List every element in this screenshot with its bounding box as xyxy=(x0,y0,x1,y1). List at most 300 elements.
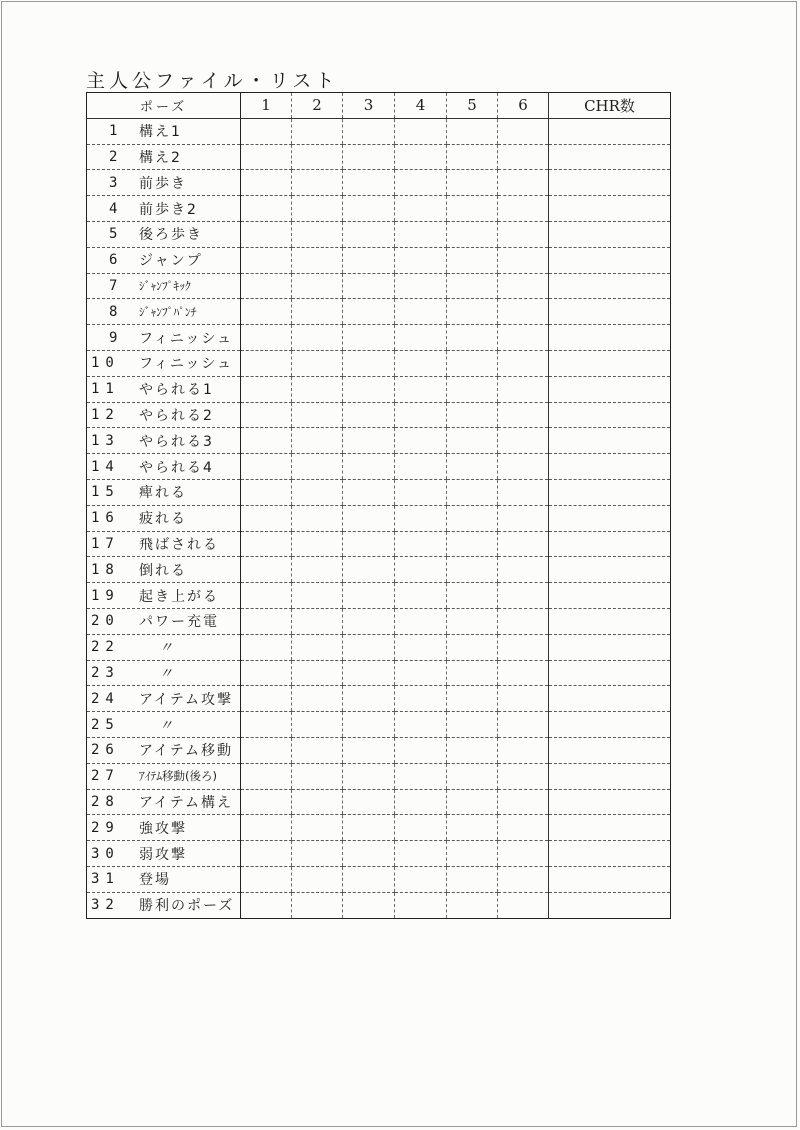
file-cell-4 xyxy=(395,712,447,738)
pose-cell-content xyxy=(87,532,240,557)
chr-count-cell xyxy=(549,608,671,634)
file-cell-3 xyxy=(343,634,395,660)
table-row xyxy=(87,660,671,686)
pose-number: 15 xyxy=(91,484,120,501)
file-cell-4 xyxy=(395,479,447,505)
file-cell-1 xyxy=(241,402,292,428)
file-cell-5 xyxy=(447,841,498,867)
file-cell-6 xyxy=(498,583,549,609)
file-cell-6 xyxy=(498,712,549,738)
file-cell-4 xyxy=(395,247,447,273)
pose-cell xyxy=(87,325,241,351)
file-cell-6 xyxy=(498,608,549,634)
file-cell-5 xyxy=(447,428,498,454)
pose-label: パワー充電 xyxy=(139,614,219,631)
file-cell-3 xyxy=(343,841,395,867)
pose-cell xyxy=(87,583,241,609)
chr-count-cell xyxy=(549,737,671,763)
pose-cell-content xyxy=(87,609,240,634)
file-cell-3 xyxy=(343,686,395,712)
file-cell-3 xyxy=(343,402,395,428)
file-cell-4 xyxy=(395,892,447,918)
page-title: 主人公ファイル・リスト xyxy=(86,70,339,92)
pose-label: 前歩き2 xyxy=(139,201,198,218)
file-cell-3 xyxy=(343,221,395,247)
pose-cell xyxy=(87,428,241,454)
chr-count-cell xyxy=(549,789,671,815)
file-cell-3 xyxy=(343,712,395,738)
chr-count-cell xyxy=(549,841,671,867)
file-cell-1 xyxy=(241,479,292,505)
pose-label: 痺れる xyxy=(139,485,187,502)
file-cell-4 xyxy=(395,583,447,609)
file-cell-1 xyxy=(241,866,292,892)
file-cell-4 xyxy=(395,273,447,299)
file-cell-1 xyxy=(241,273,292,299)
file-cell-6 xyxy=(498,350,549,376)
table-row xyxy=(87,505,671,531)
file-cell-6 xyxy=(498,118,549,144)
header-col-5: 5 xyxy=(447,93,498,119)
pose-cell-content xyxy=(87,403,240,428)
table-row xyxy=(87,557,671,583)
file-cell-2 xyxy=(292,737,343,763)
file-cell-5 xyxy=(447,196,498,222)
chr-count-cell xyxy=(549,557,671,583)
file-cell-4 xyxy=(395,454,447,480)
file-cell-1 xyxy=(241,376,292,402)
file-cell-1 xyxy=(241,789,292,815)
table-row xyxy=(87,221,671,247)
file-cell-3 xyxy=(343,376,395,402)
pose-label: 倒れる xyxy=(139,562,187,579)
file-cell-2 xyxy=(292,196,343,222)
file-cell-1 xyxy=(241,712,292,738)
chr-count-cell xyxy=(549,479,671,505)
pose-number: 22 xyxy=(91,639,120,656)
pose-cell-content xyxy=(87,145,240,170)
file-cell-5 xyxy=(447,479,498,505)
file-cell-3 xyxy=(343,144,395,170)
file-cell-5 xyxy=(447,608,498,634)
file-cell-5 xyxy=(447,583,498,609)
file-cell-1 xyxy=(241,505,292,531)
table-row xyxy=(87,531,671,557)
file-cell-6 xyxy=(498,247,549,273)
pose-cell-content xyxy=(87,738,240,763)
file-cell-2 xyxy=(292,505,343,531)
file-cell-3 xyxy=(343,583,395,609)
file-cell-2 xyxy=(292,634,343,660)
table-row xyxy=(87,454,671,480)
chr-count-cell xyxy=(549,815,671,841)
file-cell-2 xyxy=(292,428,343,454)
pose-number: 23 xyxy=(91,664,120,681)
file-cell-2 xyxy=(292,789,343,815)
chr-count-cell xyxy=(549,686,671,712)
file-cell-6 xyxy=(498,402,549,428)
file-cell-4 xyxy=(395,866,447,892)
file-cell-5 xyxy=(447,350,498,376)
file-cell-2 xyxy=(292,815,343,841)
file-cell-2 xyxy=(292,299,343,325)
table-row xyxy=(87,350,671,376)
pose-cell xyxy=(87,712,241,738)
file-cell-1 xyxy=(241,531,292,557)
pose-cell xyxy=(87,841,241,867)
pose-cell-content xyxy=(87,222,240,247)
table-row xyxy=(87,712,671,738)
file-cell-5 xyxy=(447,325,498,351)
file-cell-3 xyxy=(343,170,395,196)
file-cell-4 xyxy=(395,815,447,841)
pose-cell xyxy=(87,789,241,815)
file-cell-5 xyxy=(447,634,498,660)
pose-cell-content xyxy=(87,351,240,376)
table-row xyxy=(87,608,671,634)
chr-count-cell xyxy=(549,273,671,299)
file-cell-2 xyxy=(292,841,343,867)
file-cell-2 xyxy=(292,531,343,557)
pose-cell xyxy=(87,299,241,325)
pose-number: 2 xyxy=(109,148,124,165)
table-row xyxy=(87,376,671,402)
file-cell-5 xyxy=(447,712,498,738)
table-header-row xyxy=(87,93,671,119)
file-cell-6 xyxy=(498,660,549,686)
pose-cell xyxy=(87,350,241,376)
file-cell-6 xyxy=(498,170,549,196)
pose-number: 24 xyxy=(91,690,120,707)
file-cell-3 xyxy=(343,866,395,892)
file-cell-4 xyxy=(395,428,447,454)
table-row xyxy=(87,892,671,918)
file-cell-4 xyxy=(395,350,447,376)
table-row xyxy=(87,789,671,815)
file-cell-4 xyxy=(395,376,447,402)
file-cell-4 xyxy=(395,505,447,531)
table-row xyxy=(87,118,671,144)
chr-count-cell xyxy=(549,712,671,738)
file-cell-5 xyxy=(447,273,498,299)
pose-label: 疲れる xyxy=(139,511,187,528)
file-cell-3 xyxy=(343,247,395,273)
pose-number: 32 xyxy=(91,897,120,914)
file-cell-3 xyxy=(343,299,395,325)
pose-label: やられる2 xyxy=(139,407,214,424)
table-row xyxy=(87,402,671,428)
chr-count-cell xyxy=(549,634,671,660)
pose-cell xyxy=(87,118,241,144)
file-cell-2 xyxy=(292,608,343,634)
file-cell-6 xyxy=(498,531,549,557)
header-chr-count: CHR数 xyxy=(549,93,671,119)
chr-count-cell xyxy=(549,428,671,454)
pose-cell xyxy=(87,196,241,222)
file-cell-2 xyxy=(292,583,343,609)
pose-cell-content xyxy=(87,893,240,918)
pose-cell xyxy=(87,660,241,686)
pose-cell xyxy=(87,815,241,841)
pose-cell-content xyxy=(87,557,240,582)
file-cell-4 xyxy=(395,299,447,325)
pose-cell xyxy=(87,737,241,763)
pose-label: 構え2 xyxy=(139,149,182,166)
pose-cell xyxy=(87,221,241,247)
pose-cell xyxy=(87,505,241,531)
file-cell-4 xyxy=(395,608,447,634)
file-cell-3 xyxy=(343,660,395,686)
pose-cell-content xyxy=(87,712,240,737)
file-cell-5 xyxy=(447,686,498,712)
table-row xyxy=(87,686,671,712)
header-col-6: 6 xyxy=(498,93,549,119)
pose-cell xyxy=(87,273,241,299)
pose-label: 〃 xyxy=(159,717,175,734)
file-cell-2 xyxy=(292,557,343,583)
pose-cell-content xyxy=(87,790,240,815)
file-cell-5 xyxy=(447,402,498,428)
pose-cell xyxy=(87,634,241,660)
pose-label: 〃 xyxy=(159,665,175,682)
pose-cell xyxy=(87,866,241,892)
pose-number: 14 xyxy=(91,458,120,475)
file-cell-2 xyxy=(292,118,343,144)
table-row xyxy=(87,144,671,170)
file-cell-6 xyxy=(498,479,549,505)
file-cell-5 xyxy=(447,170,498,196)
file-cell-5 xyxy=(447,763,498,789)
chr-count-cell xyxy=(549,247,671,273)
chr-count-cell xyxy=(549,170,671,196)
pose-number: 28 xyxy=(91,793,120,810)
pose-label: 〃 xyxy=(159,640,175,657)
pose-number: 25 xyxy=(91,716,120,733)
table-row xyxy=(87,815,671,841)
file-cell-4 xyxy=(395,841,447,867)
pose-label: 後ろ歩き xyxy=(139,227,203,244)
pose-cell-content xyxy=(87,506,240,531)
file-cell-1 xyxy=(241,660,292,686)
file-cell-1 xyxy=(241,841,292,867)
pose-label: ｱｲﾃﾑ移動(後ろ) xyxy=(139,769,217,784)
pose-number: 12 xyxy=(91,406,120,423)
file-cell-6 xyxy=(498,763,549,789)
pose-cell-content xyxy=(87,119,240,144)
file-cell-1 xyxy=(241,454,292,480)
file-cell-5 xyxy=(447,299,498,325)
pose-cell-content xyxy=(87,867,240,892)
chr-count-cell xyxy=(549,892,671,918)
file-cell-3 xyxy=(343,763,395,789)
file-cell-1 xyxy=(241,221,292,247)
file-cell-2 xyxy=(292,273,343,299)
pose-cell-content xyxy=(87,686,240,711)
file-cell-1 xyxy=(241,634,292,660)
header-col-2: 2 xyxy=(292,93,343,119)
file-cell-2 xyxy=(292,376,343,402)
pose-number: 16 xyxy=(91,510,120,527)
file-cell-4 xyxy=(395,660,447,686)
pose-number: 20 xyxy=(91,613,120,630)
header-pose: ポーズ xyxy=(87,93,241,119)
file-cell-6 xyxy=(498,789,549,815)
header-col-3: 3 xyxy=(343,93,395,119)
pose-label: 構え1 xyxy=(139,124,182,141)
file-cell-2 xyxy=(292,712,343,738)
file-cell-6 xyxy=(498,196,549,222)
pose-cell xyxy=(87,892,241,918)
file-cell-6 xyxy=(498,376,549,402)
pose-cell xyxy=(87,454,241,480)
pose-label: フィニッシュ xyxy=(139,330,234,347)
chr-count-cell xyxy=(549,118,671,144)
pose-label: 弱攻撃 xyxy=(139,846,187,863)
file-cell-2 xyxy=(292,325,343,351)
file-cell-5 xyxy=(447,892,498,918)
chr-count-cell xyxy=(549,531,671,557)
file-cell-1 xyxy=(241,247,292,273)
file-cell-5 xyxy=(447,557,498,583)
header-col-1: 1 xyxy=(241,93,292,119)
pose-number: 31 xyxy=(91,871,120,888)
pose-cell xyxy=(87,402,241,428)
pose-cell xyxy=(87,247,241,273)
file-cell-4 xyxy=(395,144,447,170)
table-row xyxy=(87,299,671,325)
file-cell-3 xyxy=(343,454,395,480)
file-cell-4 xyxy=(395,221,447,247)
file-cell-1 xyxy=(241,350,292,376)
file-cell-5 xyxy=(447,144,498,170)
pose-cell xyxy=(87,479,241,505)
pose-cell-content xyxy=(87,454,240,479)
pose-label: 前歩き xyxy=(139,175,187,192)
file-cell-6 xyxy=(498,221,549,247)
pose-label: 飛ばされる xyxy=(139,536,219,553)
table-row xyxy=(87,737,671,763)
pose-cell xyxy=(87,557,241,583)
file-cell-4 xyxy=(395,196,447,222)
file-cell-1 xyxy=(241,686,292,712)
chr-count-cell xyxy=(549,583,671,609)
table-row xyxy=(87,866,671,892)
pose-label: 登場 xyxy=(139,872,171,889)
file-cell-2 xyxy=(292,221,343,247)
chr-count-cell xyxy=(549,221,671,247)
pose-label: 起き上がる xyxy=(139,588,219,605)
file-cell-6 xyxy=(498,737,549,763)
file-list-table xyxy=(86,92,671,919)
chr-count-cell xyxy=(549,866,671,892)
pose-cell-content xyxy=(87,480,240,505)
file-cell-5 xyxy=(447,376,498,402)
file-cell-3 xyxy=(343,789,395,815)
file-cell-4 xyxy=(395,634,447,660)
pose-cell xyxy=(87,686,241,712)
pose-cell-content xyxy=(87,248,240,273)
file-cell-5 xyxy=(447,789,498,815)
file-cell-1 xyxy=(241,196,292,222)
pose-number: 9 xyxy=(109,329,124,346)
file-cell-6 xyxy=(498,428,549,454)
file-cell-2 xyxy=(292,350,343,376)
pose-cell-content xyxy=(87,661,240,686)
pose-number: 5 xyxy=(109,226,124,243)
file-cell-2 xyxy=(292,686,343,712)
file-cell-4 xyxy=(395,686,447,712)
table-row xyxy=(87,634,671,660)
pose-number: 17 xyxy=(91,535,120,552)
pose-label: ｼﾞｬﾝﾌﾟｷｯｸ xyxy=(139,278,191,293)
file-cell-5 xyxy=(447,221,498,247)
file-cell-1 xyxy=(241,170,292,196)
pose-cell xyxy=(87,144,241,170)
pose-cell-content xyxy=(87,841,240,866)
file-cell-6 xyxy=(498,454,549,480)
table-row xyxy=(87,428,671,454)
pose-cell-content xyxy=(87,583,240,608)
file-cell-2 xyxy=(292,454,343,480)
pose-number: 6 xyxy=(109,252,124,269)
pose-number: 27 xyxy=(91,768,120,785)
file-cell-1 xyxy=(241,763,292,789)
file-cell-1 xyxy=(241,144,292,170)
file-cell-2 xyxy=(292,892,343,918)
file-cell-3 xyxy=(343,531,395,557)
chr-count-cell xyxy=(549,763,671,789)
chr-count-cell xyxy=(549,454,671,480)
file-cell-1 xyxy=(241,892,292,918)
pose-number: 10 xyxy=(91,355,120,372)
file-cell-4 xyxy=(395,531,447,557)
pose-number: 1 xyxy=(109,123,124,140)
file-cell-2 xyxy=(292,866,343,892)
chr-count-cell xyxy=(549,325,671,351)
file-cell-3 xyxy=(343,737,395,763)
file-cell-2 xyxy=(292,402,343,428)
file-cell-3 xyxy=(343,815,395,841)
chr-count-cell xyxy=(549,505,671,531)
pose-cell-content xyxy=(87,764,240,789)
file-cell-4 xyxy=(395,170,447,196)
file-cell-4 xyxy=(395,325,447,351)
file-cell-4 xyxy=(395,118,447,144)
table-row xyxy=(87,325,671,351)
file-cell-1 xyxy=(241,583,292,609)
file-cell-6 xyxy=(498,144,549,170)
chr-count-cell xyxy=(549,299,671,325)
file-cell-5 xyxy=(447,531,498,557)
file-cell-1 xyxy=(241,325,292,351)
pose-number: 4 xyxy=(109,200,124,217)
chr-count-cell xyxy=(549,350,671,376)
table-row xyxy=(87,583,671,609)
pose-label: 強攻撃 xyxy=(139,820,187,837)
pose-cell xyxy=(87,531,241,557)
chr-count-cell xyxy=(549,376,671,402)
file-cell-1 xyxy=(241,118,292,144)
file-cell-2 xyxy=(292,170,343,196)
file-cell-6 xyxy=(498,505,549,531)
table-row xyxy=(87,841,671,867)
file-cell-4 xyxy=(395,789,447,815)
pose-number: 3 xyxy=(109,174,124,191)
file-cell-6 xyxy=(498,299,549,325)
file-cell-6 xyxy=(498,686,549,712)
file-cell-1 xyxy=(241,299,292,325)
pose-label: アイテム攻撃 xyxy=(139,691,234,708)
